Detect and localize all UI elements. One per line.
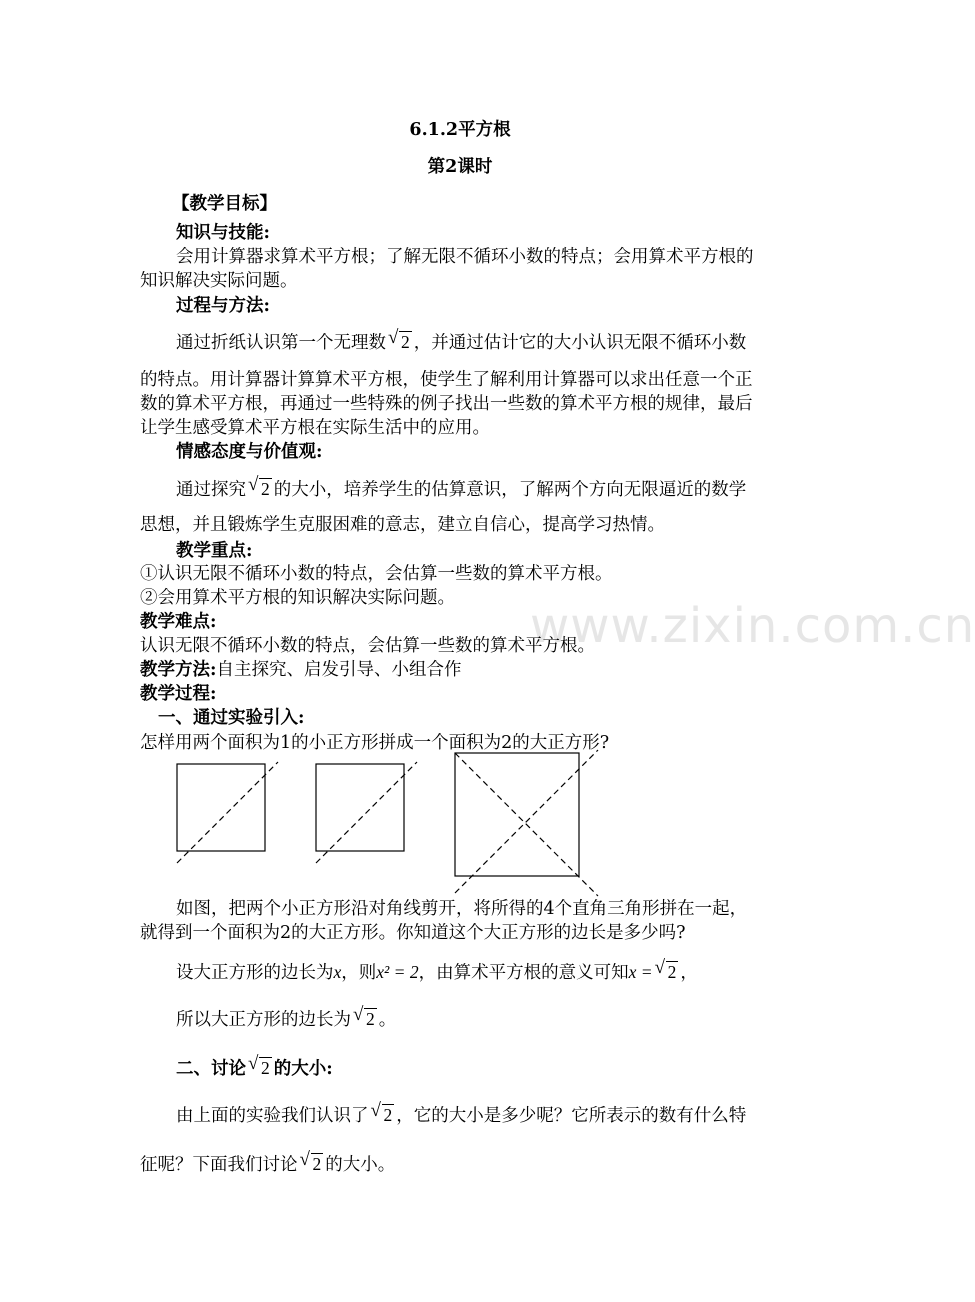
emotion-text-2: 思想，并且锻炼学生克服困难的意志，建立自信心，提高学习热情。 (140, 515, 665, 535)
emotion-text-1: 通过探究 √ 2 的大小，培养学生的估算意识，了解两个方向无限逼近的数学 (176, 474, 747, 500)
process-text-4: 让学生感受算术平方根在实际生活中的应用。 (140, 418, 490, 438)
sqrt2-symbol: √ 2 (248, 1053, 270, 1078)
difficulty-heading: 教学难点: (140, 612, 217, 632)
method-text: 自主探究、启发引导、小组合作 (216, 660, 462, 680)
process-text-2: 的特点。用计算器计算算术平方根，使学生了解利用计算器可以求出任意一个正 (140, 370, 753, 390)
key-item-1: ①认识无限不循环小数的特点，会估算一些数的算术平方根。 (140, 564, 613, 584)
large-square-diagonal-2 (455, 750, 598, 893)
page-title: 6.1.2平方根 (409, 120, 511, 140)
equation-x-squared: x² = 2 (376, 962, 419, 982)
part1-question: 怎样用两个面积为1的小正方形拼成一个面积为2的大正方形? (140, 733, 610, 753)
page-subtitle: 第2课时 (427, 157, 493, 177)
sqrt2-symbol: √ 2 (654, 957, 677, 982)
process-heading: 过程与方法: (176, 296, 270, 316)
var-x: x (333, 962, 342, 982)
knowledge-text-2: 知识解决实际问题。 (140, 271, 298, 291)
process-text-1: 通过折纸认识第一个无理数 √ 2 ，并通过估计它的大小认识无限不循环小数 (176, 327, 747, 353)
small-square-1 (177, 764, 265, 851)
large-square (455, 753, 579, 876)
knowledge-text-1: 会用计算器求算术平方根；了解无限不循环小数的特点；会用算术平方根的 (176, 247, 754, 267)
part1-heading: 一、通过实验引入: (158, 708, 305, 728)
sqrt2-symbol: √ 2 (353, 1004, 375, 1029)
small-square-2-diagonal (316, 762, 417, 863)
equation-x: x = (628, 962, 653, 982)
part2-text-1: 由上面的实验我们认识了 √ 2 ，它的大小是多少呢？它所表示的数有什么特 (176, 1100, 747, 1126)
key-heading: 教学重点: (176, 541, 253, 561)
part1-conclusion: 所以大正方形的边长为 √ 2 。 (176, 1004, 397, 1030)
sqrt2-symbol: √ 2 (299, 1149, 322, 1174)
sqrt2-symbol: √ 2 (388, 327, 410, 352)
emotion-heading: 情感态度与价值观: (176, 442, 323, 462)
sqrt2-symbol: √ 2 (248, 474, 270, 499)
part1-set-line: 设大正方形的边长为x，则x² = 2，由算术平方根的意义可知x = √ 2 ， (176, 957, 698, 983)
part2-heading: 二、讨论 √ 2 的大小: (176, 1053, 333, 1079)
watermark: www.zixin.com.cn (530, 598, 975, 654)
knowledge-heading: 知识与技能: (176, 223, 270, 243)
part2-text-2: 征呢？下面我们讨论 √ 2 的大小。 (140, 1149, 396, 1175)
process-text-3: 数的算术平方根，再通过一些特殊的例子找出一些数的算术平方根的规律，最后 (140, 394, 753, 414)
part1-text-2: 就得到一个面积为2的大正方形。你知道这个大正方形的边长是多少吗? (140, 923, 686, 943)
key-item-2: ②会用算术平方根的知识解决实际问题。 (140, 588, 455, 608)
part1-text-1: 如图，把两个小正方形沿对角线剪开，将所得的4个直角三角形拼在一起， (176, 899, 748, 919)
small-square-1-diagonal (177, 762, 278, 863)
objectives-heading: 【教学目标】 (172, 194, 277, 214)
procedure-heading: 教学过程: (140, 684, 217, 704)
method-heading: 教学方法: (140, 660, 217, 680)
large-square-diagonal-1 (455, 753, 598, 896)
sqrt2-symbol: √ 2 (370, 1100, 393, 1125)
difficulty-text: 认识无限不循环小数的特点，会估算一些数的算术平方根。 (140, 636, 595, 656)
small-square-2 (316, 764, 404, 851)
